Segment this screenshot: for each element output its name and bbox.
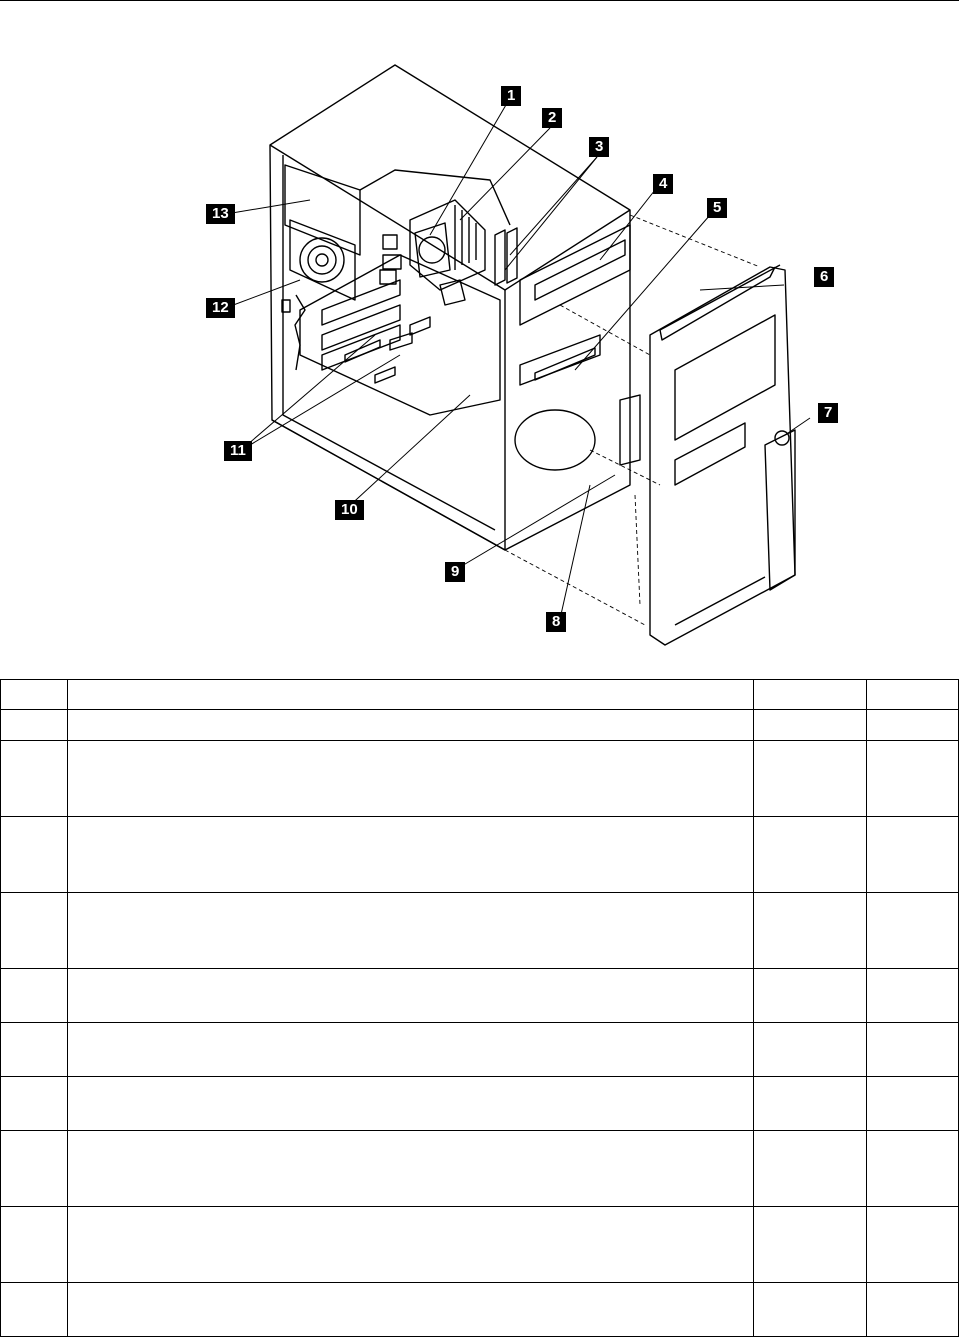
table-cell (754, 1131, 867, 1207)
table-cell (754, 969, 867, 1023)
front-bezel (650, 265, 795, 645)
callout-5: 5 (707, 198, 727, 218)
table-cell (754, 741, 867, 817)
table-cell (1, 969, 68, 1023)
callout-7: 7 (818, 403, 838, 423)
diskette-drive-bay (520, 335, 600, 385)
table-cell (68, 1023, 754, 1077)
table-cell (754, 1077, 867, 1131)
callout-2: 2 (542, 108, 562, 128)
callout-12: 12 (206, 298, 235, 318)
table-row (1, 1207, 959, 1283)
table-cell (867, 817, 959, 893)
callout-3: 3 (589, 137, 609, 157)
table-cell (1, 710, 68, 741)
callout-4: 4 (653, 174, 673, 194)
table-cell (867, 969, 959, 1023)
table-cell (68, 1207, 754, 1283)
table-cell (754, 710, 867, 741)
table-cell (68, 1283, 754, 1337)
table-row (1, 817, 959, 893)
memory-module (495, 230, 505, 285)
header-index (1, 680, 68, 710)
table-cell (68, 969, 754, 1023)
table-cell (867, 1283, 959, 1337)
table-cell (867, 1023, 959, 1077)
table-cell (1, 1207, 68, 1283)
table-cell (754, 1023, 867, 1077)
power-button (775, 431, 789, 445)
callout-10: 10 (335, 500, 364, 520)
table-cell (1, 1131, 68, 1207)
table-cell (867, 893, 959, 969)
header-description (68, 680, 754, 710)
callout-8: 8 (546, 612, 566, 632)
table-row (1, 1023, 959, 1077)
table-cell (1, 817, 68, 893)
table-row (1, 1077, 959, 1131)
table-cell (754, 817, 867, 893)
table-cell (1, 1023, 68, 1077)
power-supply (285, 165, 360, 255)
table-cell (68, 1077, 754, 1131)
computer-chassis-illustration (0, 55, 959, 655)
table-row (1, 1131, 959, 1207)
table-cell (754, 1283, 867, 1337)
table-row (1, 893, 959, 969)
table-cell (867, 1131, 959, 1207)
table-cell (1, 741, 68, 817)
table-cell (867, 710, 959, 741)
chassis-outline (270, 65, 630, 550)
front-fan-grille (515, 410, 595, 470)
table-cell (754, 1207, 867, 1283)
header-cru (867, 680, 959, 710)
table-cell (867, 1207, 959, 1283)
table-row (1, 741, 959, 817)
table-cell (68, 710, 754, 741)
table-header-row (1, 680, 959, 710)
table-cell (68, 893, 754, 969)
table-cell (1, 1077, 68, 1131)
table-cell (1, 1283, 68, 1337)
table-cell (867, 1077, 959, 1131)
table-cell (754, 893, 867, 969)
table-cell (68, 817, 754, 893)
callout-9: 9 (445, 562, 465, 582)
callout-6: 6 (814, 267, 834, 287)
table-cell (68, 1131, 754, 1207)
table-cell (867, 741, 959, 817)
callout-11: 11 (224, 441, 252, 461)
parts-table (0, 679, 959, 1337)
exploded-view-diagram (0, 55, 959, 655)
table-row (1, 1283, 959, 1337)
table-row (1, 710, 959, 741)
table-cell (1, 893, 68, 969)
callout-13: 13 (206, 204, 235, 224)
header-fru (754, 680, 867, 710)
table-row (1, 969, 959, 1023)
optical-drive-bay (520, 225, 630, 325)
callout-1: 1 (501, 86, 521, 106)
top-rule (0, 0, 959, 1)
table-cell (68, 741, 754, 817)
